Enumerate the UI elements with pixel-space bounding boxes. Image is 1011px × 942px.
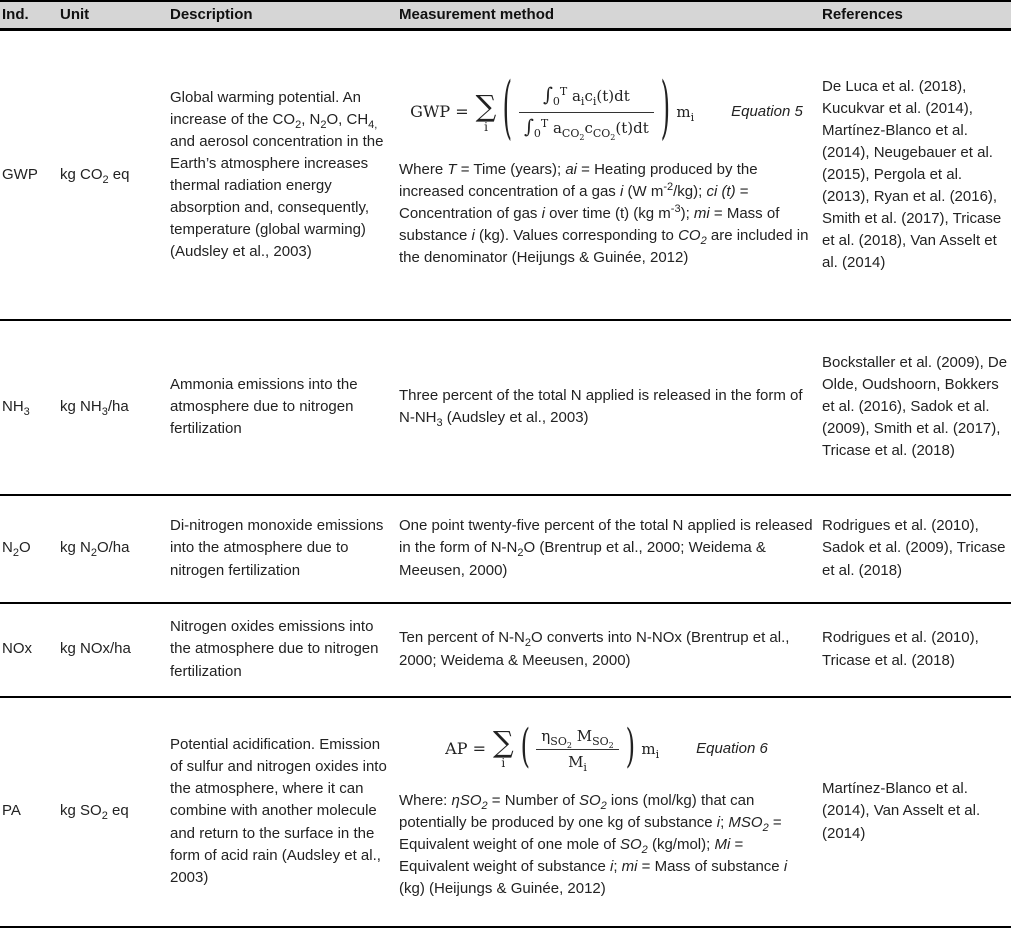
- fraction-denominator: $\int_0^T$ $a_{CO_2}c_{CO_2}(t)dt$: [523, 116, 649, 143]
- fraction-numerator: $\eta_{SO_2}$ $M_{SO_2}$: [536, 725, 618, 750]
- cell-measurement-method: [396, 30, 818, 320]
- cell-ind: NOx: [0, 603, 58, 697]
- cell-references: Rodrigues et al. (2010), Sadok et al. (2009), Tricase et al. (2018): [818, 495, 1011, 603]
- open-paren-icon: (: [502, 71, 513, 150]
- equation-gwp: [399, 71, 814, 150]
- close-paren-icon: ): [625, 721, 635, 775]
- cell-ind: PA: [0, 697, 58, 927]
- table-header: [0, 1, 1011, 30]
- cell-measurement-method: One point twenty-five percent of the total N applied is released in the form of $N-N_2O$ (Brentrup et al., 2000; Weidema & Meeusen, 2000): [396, 495, 818, 603]
- method-where-text: Where: ηSO$_2$ = Number of $SO_2$ ions (mol/kg) that can potentially be produced by one kg of substance i; $MSO_2$ = Equivalent weight of one mole of $SO_2$ (kg/mol); Mi = Equivalent weight of substance i; mi = Mass of substance i (kg) (Heijungs & Guinée, 2012): [399, 791, 788, 898]
- cell-ind: GWP: [0, 30, 58, 320]
- cell-unit: kg $SO_2$ eq: [58, 697, 168, 927]
- equation-fraction: [536, 725, 618, 773]
- equation-ap: [399, 721, 814, 775]
- cell-description: Nitrogen oxides emissions into the atmosphere due to nitrogen fertilization: [168, 603, 396, 697]
- fraction-denominator: $M_i$: [568, 752, 587, 774]
- equation-label: Equation 6: [696, 739, 768, 757]
- header-unit: Unit: [58, 1, 168, 30]
- table-row-nh3: [0, 320, 1011, 495]
- open-paren-icon: (: [520, 721, 530, 775]
- cell-references: De Luca et al. (2018), Kucukvar et al. (2014), Martínez-Blanco et al. (2014), Neugebauer et al. (2015), Pergola et al. (2013), Ryan et al. (2016), Smith et al. (2017), Tricase et al. (2018), Van Asselt et al. (2014): [818, 30, 1011, 320]
- cell-unit: kg $N_2O/ha$: [58, 495, 168, 603]
- header-measurement-method: Measurement method: [396, 1, 818, 30]
- table-row-gwp: [0, 30, 1011, 320]
- equation-multiplier: $m_i$: [641, 739, 660, 761]
- equation-multiplier: $m_i$: [676, 103, 695, 125]
- cell-measurement-method: [396, 697, 818, 927]
- cell-description: Ammonia emissions into the atmosphere due to nitrogen fertilization: [168, 320, 396, 495]
- equation-lhs: GWP =: [410, 102, 469, 122]
- cell-description: Di-nitrogen monoxide emissions into the atmosphere due to nitrogen fertilization: [168, 495, 396, 603]
- cell-measurement-method: Ten percent of $N-N_2O$ converts into N-NOx (Brentrup et al., 2000; Weidema & Meeusen, 2000): [396, 603, 818, 697]
- equation-label: Equation 5: [731, 103, 803, 121]
- cell-description: Potential acidification. Emission of sulfur and nitrogen oxides into the atmosphere, where it can combine with another molecule and return to the surface in the form of acid rain (Audsley et al., 2003): [168, 697, 396, 927]
- sum-icon: ∑ i: [492, 725, 514, 771]
- header-ind: Ind.: [0, 1, 58, 30]
- cell-measurement-method: Three percent of the total N applied is released in the form of $N-NH_3$ (Audsley et al., 2003): [396, 320, 818, 495]
- sum-icon: ∑ i: [475, 88, 497, 134]
- header-description: Description: [168, 1, 396, 30]
- table-row-pa: [0, 697, 1011, 927]
- method-content: [399, 723, 814, 900]
- cell-unit: kg $CO_2$ eq: [58, 30, 168, 320]
- table-row-n2o: [0, 495, 1011, 603]
- equation-lhs: AP =: [445, 739, 486, 759]
- method-content: [399, 71, 814, 269]
- fraction-numerator: $\int_0^T$ $a_ic_i(t)dt$: [519, 82, 654, 113]
- header-row: [0, 1, 1011, 30]
- cell-unit: kg $NH_3/ha$: [58, 320, 168, 495]
- cell-references: Bockstaller et al. (2009), De Olde, Oudshoorn, Bokkers et al. (2016), Sadok et al. (2009), Smith et al. (2017), Tricase et al. (2018): [818, 320, 1011, 495]
- method-where-text: Where T = Time (years); ai = Heating produced by the increased concentration of a gas i (W $m^{-2}/kg$); ci (t) = Concentration of gas i over time (t) (kg $m^{-3}$); mi = Mass of substance i (kg). Values corresponding to $CO_2$ are included in the denominator (Heijungs & Guinée, 2012): [399, 161, 809, 267]
- table-row-nox: [0, 603, 1011, 697]
- equation-fraction: [519, 82, 654, 142]
- close-paren-icon: ): [660, 71, 670, 150]
- cell-references: Martínez-Blanco et al. (2014), Van Asselt et al. (2014): [818, 697, 1011, 927]
- cell-ind: $N_2O$: [0, 495, 58, 603]
- cell-unit: kg NOx/ha: [58, 603, 168, 697]
- cell-references: Rodrigues et al. (2010), Tricase et al. (2018): [818, 603, 1011, 697]
- cell-description: Global warming potential. An increase of the $CO_2$, $N_2O$, $CH_{4,}$ and aerosol concentration in the Earth’s atmosphere increases thermal radiation energy absorption and, consequently, temperature (global warming) (Audsley et al., 2003): [168, 30, 396, 320]
- header-references: References: [818, 1, 1011, 30]
- cell-ind: $NH_3$: [0, 320, 58, 495]
